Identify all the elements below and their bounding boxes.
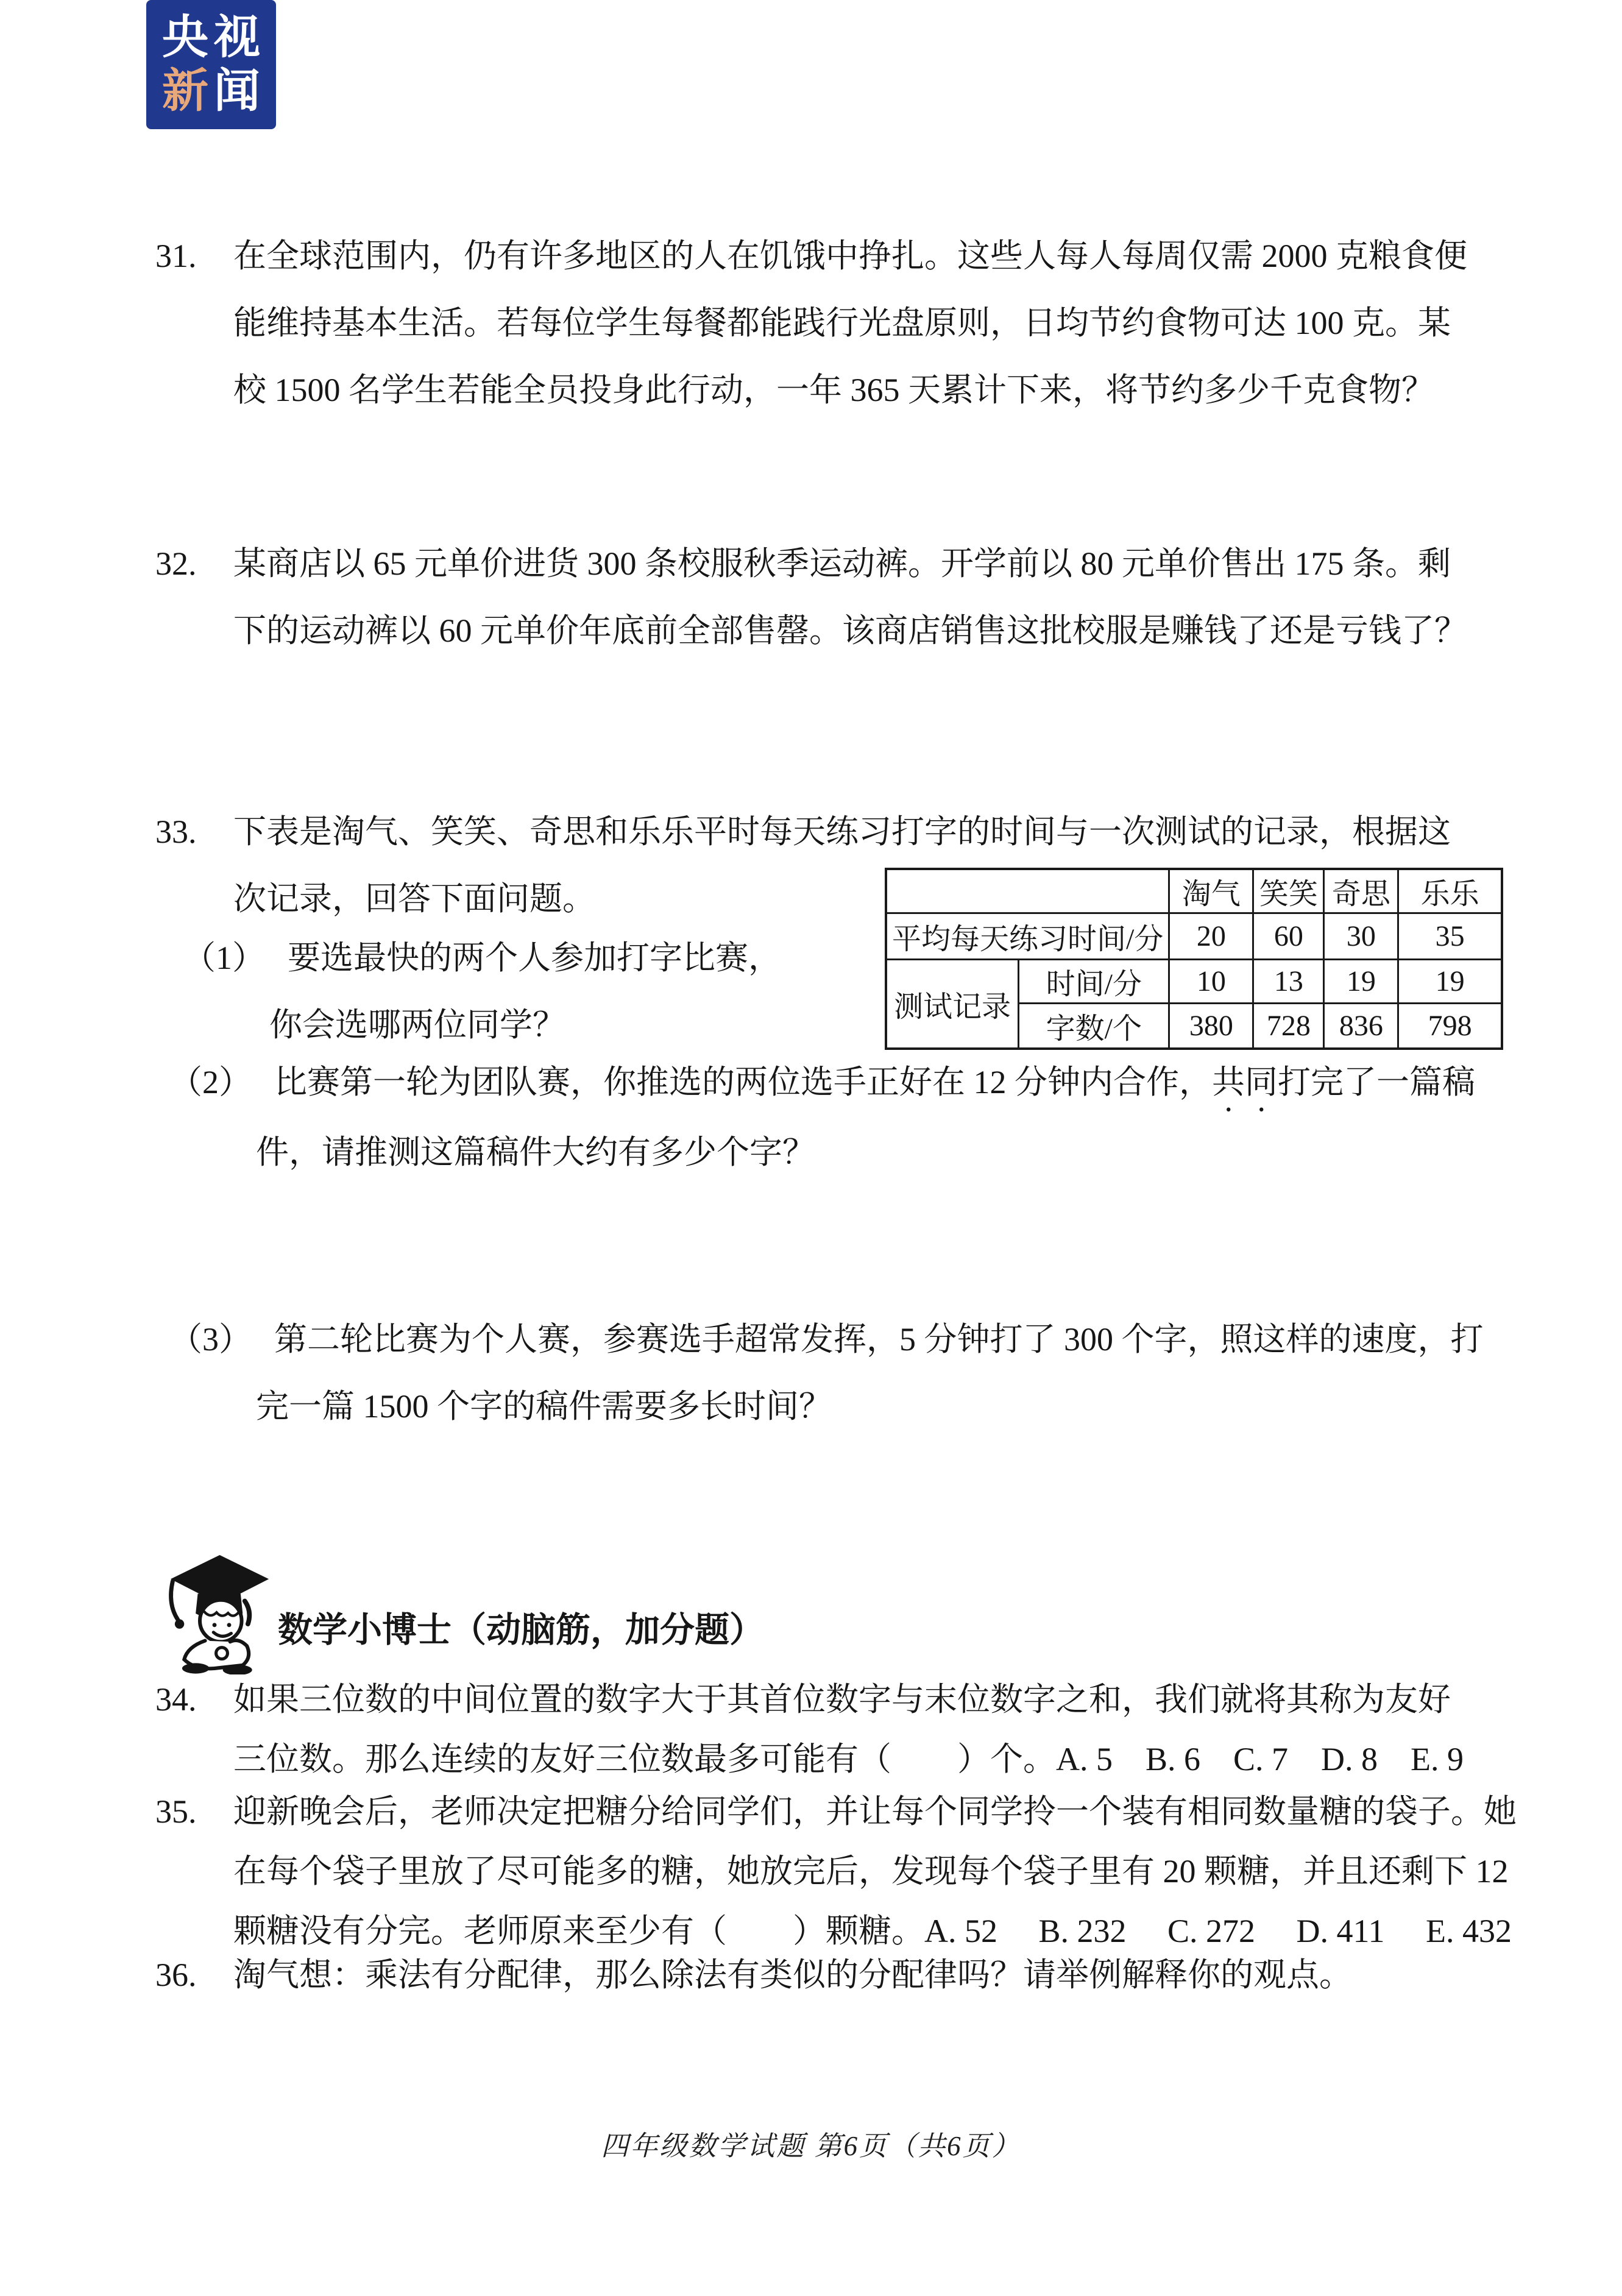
problem-33-line-2: 次记录，回答下面问题。: [233, 880, 595, 917]
table-corner-cell: [886, 869, 1169, 913]
logo-row-1: [162, 13, 260, 63]
problem-31-line-2: 能维持基本生活。若每位学生每餐都能践行光盘原则，日均节约食物可达 100 克。某: [233, 305, 1451, 341]
problem-35-line-3: 颗糖没有分完。老师原来至少有（ ）颗糖。A. 52 B. 232 C. 272 D. 411 E. 432: [233, 1913, 1512, 1949]
problem-36-line-1: 淘气想：乘法有分配律，那么除法有类似的分配律吗？请举例解释你的观点。: [233, 1957, 1352, 1993]
math-doctor-icon: [163, 1553, 273, 1678]
problem-36-number: 36.: [155, 1957, 197, 1993]
problem-32-line-2: 下的运动裤以 60 元单价年底前全部售罄。该商店销售这批校服是赚钱了还是亏钱了？: [233, 612, 1467, 649]
words-row-label: 字数/个: [1019, 1004, 1169, 1049]
problem-34-line-1: 如果三位数的中间位置的数字大于其首位数字与末位数字之和，我们就将其称为友好: [233, 1681, 1451, 1718]
problem-31: [155, 222, 1622, 423]
practice-row-label: 平均每天练习时间/分: [886, 913, 1169, 960]
practice-value: 60: [1253, 913, 1324, 960]
sub-2-number: （2）: [169, 1064, 252, 1100]
logo-char-shi: 视: [214, 12, 260, 63]
table-header-row: [886, 869, 1502, 913]
words-value: 728: [1253, 1004, 1324, 1049]
sub-1-line-2: 你会选哪两位同学？: [269, 1007, 565, 1043]
sub-2-line-2: 件，请推测这篇稿件大约有多少个字？: [256, 1134, 815, 1171]
time-value: 10: [1169, 960, 1253, 1004]
logo-char-wen: 闻: [214, 65, 260, 117]
sub-3-number: （3）: [169, 1321, 252, 1358]
words-value: 798: [1398, 1004, 1502, 1049]
words-value: 836: [1324, 1004, 1398, 1049]
words-value: 380: [1169, 1004, 1253, 1049]
sub-1-line-1: 要选最快的两个人参加打字比赛，: [288, 940, 781, 976]
time-value: 13: [1253, 960, 1324, 1004]
problem-34-line-2: 三位数。那么连续的友好三位数最多可能有（ ）个。A. 5 B. 6 C. 7 D. 8 E. 9: [233, 1741, 1464, 1777]
sub-1-number: （1）: [183, 940, 265, 976]
problem-33-sub-1: [183, 924, 1622, 1058]
problem-36: [155, 1945, 1622, 2005]
time-value: 19: [1324, 960, 1398, 1004]
logo-char-yang: 央: [162, 12, 208, 63]
cctv-news-logo: [146, 0, 276, 129]
time-row-label: 时间/分: [1019, 960, 1169, 1004]
problem-33-sub-3: [169, 1306, 1622, 1440]
sub-2-emphasized-text: 共同: [1212, 1064, 1278, 1100]
sub-2-line-1-pre: 比赛第一轮为团队赛，你推选的两位选手正好在 12 分钟内合作，: [274, 1064, 1212, 1100]
logo-char-xin: 新: [162, 65, 208, 117]
problem-32: [155, 530, 1622, 664]
logo-row-2: [162, 66, 260, 116]
problem-31-line-1: 在全球范围内，仍有许多地区的人在饥饿中挣扎。这些人每人每周仅需 2000 克粮食便: [233, 238, 1467, 274]
sub-2-line-1-post: 打完了一篇稿: [1278, 1064, 1475, 1100]
sub-3-line-2: 完一篇 1500 个字的稿件需要多长时间？: [256, 1388, 832, 1425]
problem-35-line-1: 迎新晚会后，老师决定把糖分给同学们，并让每个同学拎一个装有相同数量糖的袋子。她: [233, 1793, 1517, 1830]
problem-31-line-3: 校 1500 名学生若能全员投身此行动，一年 365 天累计下来，将节约多少千克食物？: [233, 372, 1434, 408]
col-header-lele: 乐乐: [1398, 869, 1502, 913]
test-group-label: 测试记录: [886, 960, 1019, 1049]
problem-35: [155, 1782, 1622, 1961]
practice-value: 20: [1169, 913, 1253, 960]
col-header-xiaoxiao: 笑笑: [1253, 869, 1324, 913]
sub-3-line-1: 第二轮比赛为个人赛，参赛选手超常发挥，5 分钟打了 300 个字，照这样的速度，打: [274, 1321, 1484, 1358]
col-header-qisi: 奇思: [1324, 869, 1398, 913]
problem-35-line-2: 在每个袋子里放了尽可能多的糖，她放完后，发现每个袋子里有 20 颗糖，并且还剩下 12: [233, 1853, 1509, 1890]
time-value: 19: [1398, 960, 1502, 1004]
problem-33-line-1: 下表是淘气、笑笑、奇思和乐乐平时每天练习打字的时间与一次测试的记录，根据这: [233, 813, 1451, 850]
problem-31-number: 31.: [155, 238, 197, 274]
col-header-taoqi: 淘气: [1169, 869, 1253, 913]
problem-33-sub-2: [169, 1049, 1622, 1186]
problem-35-number: 35.: [155, 1793, 197, 1830]
problem-32-line-1: 某商店以 65 元单价进货 300 条校服秋季运动裤。开学前以 80 元单价售出 175 条。剩: [233, 545, 1451, 582]
bonus-section-title: 数学小博士（动脑筋，加分题）: [278, 1610, 764, 1649]
problem-33-number: 33.: [155, 813, 197, 850]
problem-32-number: 32.: [155, 545, 197, 582]
problem-34-number: 34.: [155, 1681, 197, 1718]
page-footer: 四年级数学试题 第6页（共6页）: [601, 2131, 1021, 2161]
practice-value: 35: [1398, 913, 1502, 960]
problem-34: [155, 1670, 1622, 1789]
practice-value: 30: [1324, 913, 1398, 960]
